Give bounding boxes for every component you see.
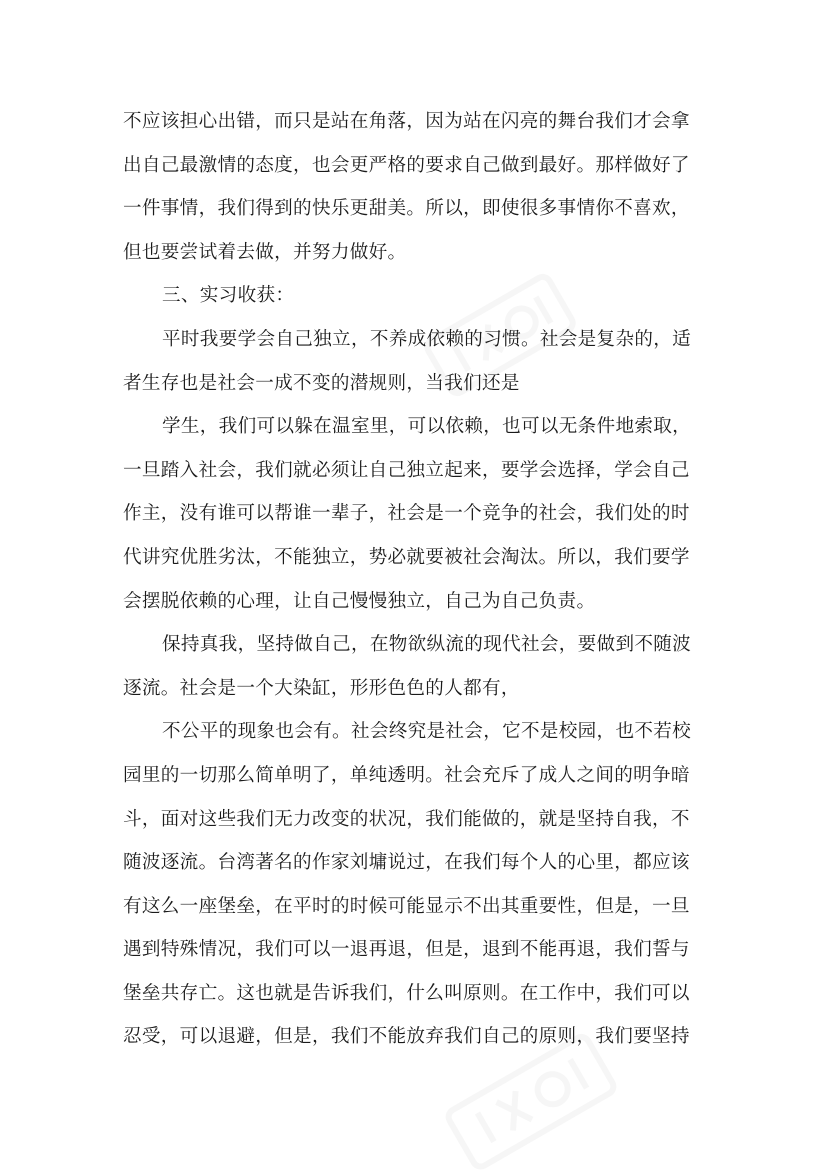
text-line: 出自己最激情的态度，也会更严格的要求自己做到最好。那样做好了	[123, 154, 690, 176]
text-line: 园里的一切那么简单明了，单纯透明。社会充斥了成人之间的明争暗	[123, 764, 690, 786]
text-line: 一件事情，我们得到的快乐更甜美。所以，即使很多事情你不喜欢，	[123, 198, 690, 220]
text-line: 作主，没有谁可以帮谁一辈子，社会是一个竞争的社会，我们处的时	[123, 503, 690, 525]
text-line: 随波逐流。台湾著名的作家刘墉说过，在我们每个人的心里，都应该	[123, 852, 690, 874]
text-line: 者生存也是社会一成不变的潜规则，当我们还是	[123, 372, 520, 394]
text-line: 会摆脱依赖的心理，让自己慢慢独立，自己为自己负责。	[123, 590, 596, 612]
text-line: 逐流。社会是一个大染缸，形形色色的人都有，	[123, 677, 520, 699]
text-line: 有这么一座堡垒，在平时的时候可能显示不出其重要性，但是，一旦	[123, 895, 690, 917]
text-line: 但也要尝试着去做，并努力做好。	[123, 241, 407, 263]
text-line: 不公平的现象也会有。社会终究是社会，它不是校园，也不若校	[162, 721, 692, 743]
text-line: 一旦踏入社会，我们就必须让自己独立起来，要学会选择，学会自己	[123, 459, 690, 481]
text-line: 保持真我，坚持做自己，在物欲纵流的现代社会，要做到不随波	[162, 634, 692, 656]
text-line: 三、实习收获：	[162, 285, 295, 307]
text-line: 平时我要学会自己独立，不养成依赖的习惯。社会是复杂的，适	[162, 328, 692, 350]
text-line: 不应该担心出错，而只是站在角落，因为站在闪亮的舞台我们才会拿	[123, 111, 690, 132]
document-body	[123, 100, 713, 1059]
text-line: 忍受，可以退避，但是，我们不能放弃我们自己的原则，我们要坚持	[123, 1026, 690, 1048]
text-line: 代讲究优胜劣汰，不能独立，势必就要被社会淘汰。所以，我们要学	[123, 546, 690, 568]
text-line: 堡垒共存亡。这也就是告诉我们，什么叫原则。在工作中，我们可以	[123, 982, 690, 1004]
text-line: 斗，面对这些我们无力改变的状况，我们能做的，就是坚持自我，不	[123, 808, 690, 830]
text-line: 遇到特殊情况，我们可以一退再退，但是，退到不能再退，我们誓与	[123, 939, 690, 961]
text-line: 学生，我们可以躲在温室里，可以依赖，也可以无条件地索取，	[162, 416, 692, 438]
